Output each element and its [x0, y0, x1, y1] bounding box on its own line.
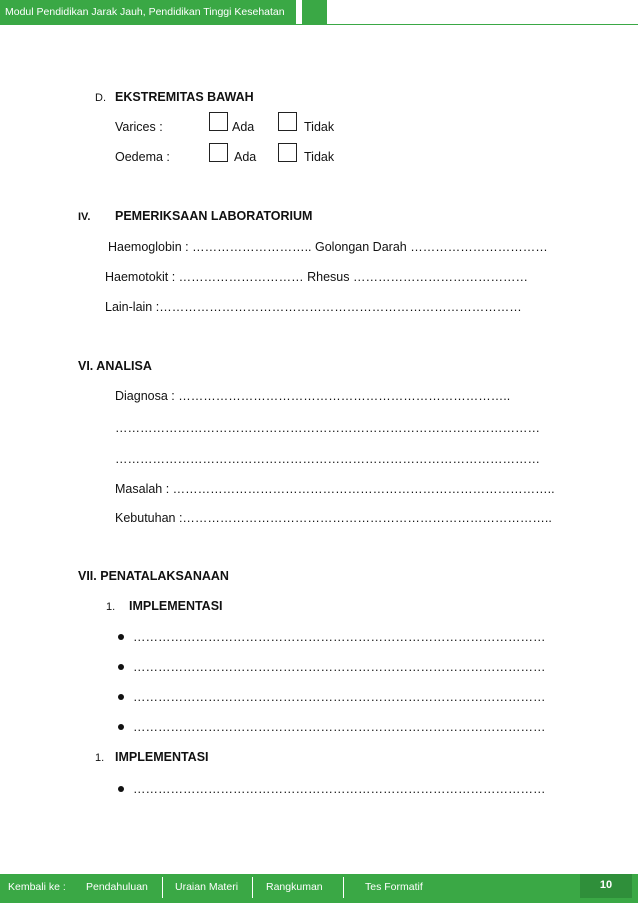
- implementasi-1-number: 1.: [106, 601, 116, 613]
- header-divider: [0, 24, 638, 25]
- header-accent-square: [302, 0, 327, 24]
- diagnosa-line-1: …………………………………………………………………………………………: [115, 421, 540, 435]
- footer-link-uraian-materi[interactable]: Uraian Materi: [175, 881, 239, 893]
- bullet-icon: [118, 786, 124, 792]
- section-d-label: D.: [95, 92, 106, 104]
- varices-tidak-label: Tidak: [304, 120, 335, 134]
- oedema-label: Oedema :: [115, 150, 170, 164]
- implementasi-1-title: IMPLEMENTASI: [129, 599, 223, 613]
- footer-separator: [343, 877, 344, 898]
- bullet-icon: [118, 694, 124, 700]
- bullet-icon: [118, 664, 124, 670]
- footer-link-pendahuluan[interactable]: Pendahuluan: [86, 881, 148, 893]
- section-vi-title: VI. ANALISA: [78, 359, 152, 373]
- implementasi-1-item-4: ………………………………………………………………………………………: [133, 720, 546, 734]
- implementasi-1-item-3: ………………………………………………………………………………………: [133, 690, 546, 704]
- implementasi-2-number: 1.: [95, 752, 105, 764]
- bullet-icon: [118, 724, 124, 730]
- diagnosa-row: Diagnosa : ……………………………………………………………………..: [115, 389, 511, 403]
- page-number: 10: [580, 874, 632, 898]
- implementasi-2-item-1: ………………………………………………………………………………………: [133, 782, 546, 796]
- oedema-ada-label: Ada: [234, 150, 257, 164]
- footer-separator: [162, 877, 163, 898]
- footer-separator: [252, 877, 253, 898]
- haemoglobin-row: Haemoglobin : ……………………….. Golongan Darah ……………………………: [108, 240, 548, 254]
- oedema-tidak-label: Tidak: [304, 150, 335, 164]
- implementasi-2-title: IMPLEMENTASI: [115, 750, 209, 764]
- oedema-tidak-checkbox[interactable]: [278, 143, 297, 162]
- varices-ada-checkbox[interactable]: [209, 112, 228, 131]
- section-d-title: EKSTREMITAS BAWAH: [115, 90, 254, 104]
- section-vii-title: VII. PENATALAKSANAAN: [78, 569, 229, 583]
- section-iv-label: IV.: [78, 211, 91, 223]
- varices-label: Varices :: [115, 120, 163, 134]
- implementasi-1-item-1: ………………………………………………………………………………………: [133, 630, 546, 644]
- kebutuhan-row: Kebutuhan :……………………………………………………………………………..: [115, 511, 552, 525]
- footer-link-tes-formatif[interactable]: Tes Formatif: [365, 881, 423, 893]
- oedema-ada-checkbox[interactable]: [209, 143, 228, 162]
- header-title: Modul Pendidikan Jarak Jauh, Pendidikan Tinggi Kesehatan: [0, 0, 296, 24]
- footer-kembali-label: Kembali ke :: [8, 881, 66, 893]
- masalah-row: Masalah : ………………………………………………………………………………..: [115, 482, 555, 496]
- varices-tidak-checkbox[interactable]: [278, 112, 297, 131]
- implementasi-1-item-2: ………………………………………………………………………………………: [133, 660, 546, 674]
- footer-link-rangkuman[interactable]: Rangkuman: [266, 881, 323, 893]
- footer-nav-bar: [0, 874, 638, 903]
- lain-lain-row: Lain-lain :……………………………………………………………………………: [105, 300, 522, 314]
- haemotokit-row: Haemotokit : ………………………… Rhesus ……………………………………: [105, 270, 528, 284]
- section-iv-title: PEMERIKSAAN LABORATORIUM: [115, 209, 313, 223]
- bullet-icon: [118, 634, 124, 640]
- varices-ada-label: Ada: [232, 120, 255, 134]
- diagnosa-line-2: …………………………………………………………………………………………: [115, 452, 540, 466]
